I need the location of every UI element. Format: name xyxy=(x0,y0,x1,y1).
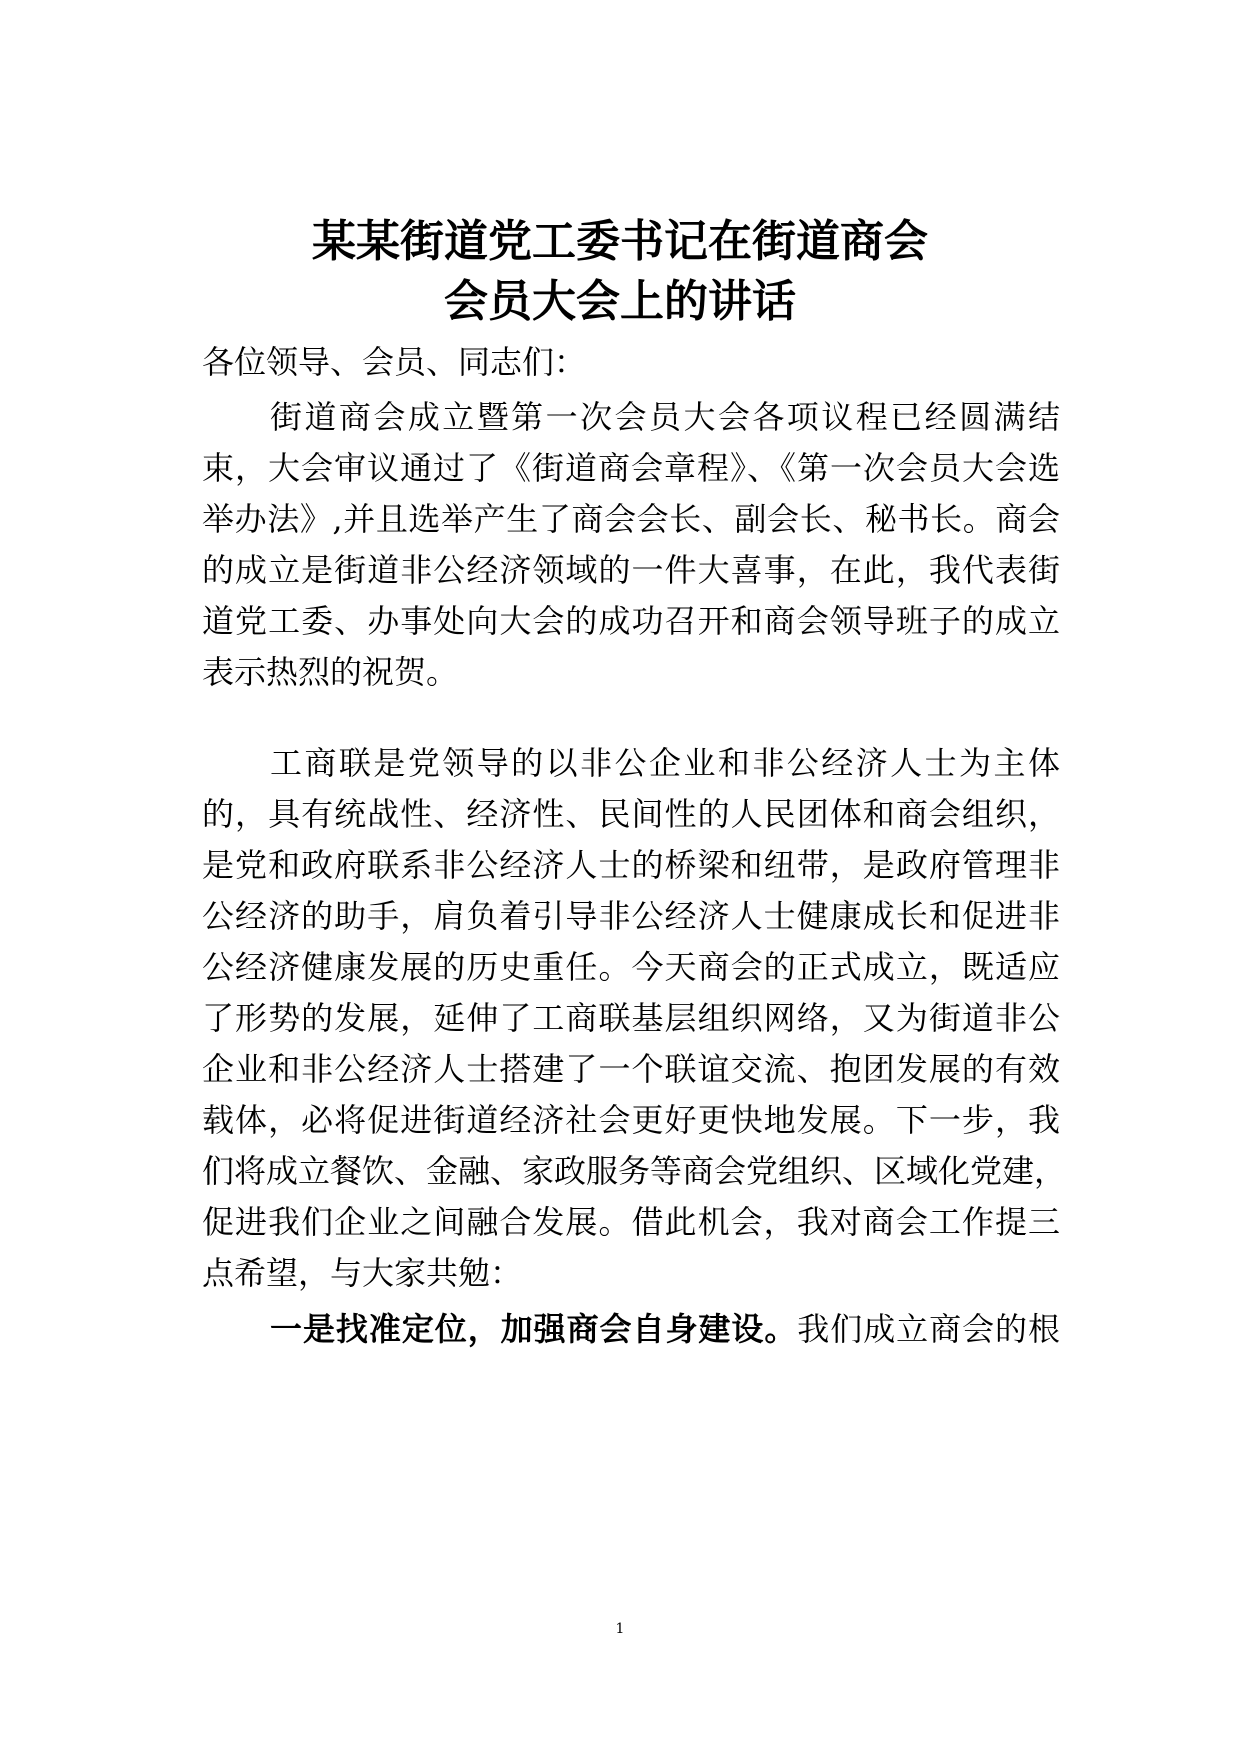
paragraph-2-line: 们将成立餐饮、金融、家政服务等商会党组织、区域化党建， xyxy=(202,1152,1067,1190)
paragraph-3-heading: 一是找准定位，加强商会自身建设。 xyxy=(270,1310,798,1348)
paragraph-2-line: 工商联是党领导的以非公企业和非公经济人士为主体 xyxy=(270,744,1060,782)
paragraph-2-line: 是党和政府联系非公经济人士的桥梁和纽带，是政府管理非 xyxy=(202,846,1060,884)
salutation: 各位领导、会员、同志们： xyxy=(202,343,587,381)
paragraph-2-line: 促进我们企业之间融合发展。借此机会，我对商会工作提三 xyxy=(202,1203,1060,1241)
page-number: 1 xyxy=(615,1621,625,1637)
paragraph-2-line: 载体，必将促进街道经济社会更好更快地发展。下一步，我 xyxy=(202,1101,1060,1139)
document-title-line-2: 会员大会上的讲话 xyxy=(444,276,796,327)
paragraph-1-line: 街道商会成立暨第一次会员大会各项议程已经圆满结 xyxy=(270,398,1060,436)
paragraph-1-line: 举办法》,并且选举产生了商会会长、副会长、秘书长。商会 xyxy=(202,500,1060,538)
paragraph-1-line: 的成立是街道非公经济领域的一件大喜事，在此，我代表街 xyxy=(202,551,1060,589)
paragraph-2-line: 公经济的助手，肩负着引导非公经济人士健康成长和促进非 xyxy=(202,897,1060,935)
paragraph-2-line: 了形势的发展，延伸了工商联基层组织网络，又为街道非公 xyxy=(202,999,1060,1037)
paragraph-3-text: 我们成立商会的根 xyxy=(797,1310,1060,1348)
paragraph-3-line xyxy=(270,1307,1060,1351)
paragraph-2-line: 公经济健康发展的历史重任。今天商会的正式成立，既适应 xyxy=(202,948,1060,986)
paragraph-2-line: 点希望，与大家共勉： xyxy=(202,1254,523,1292)
paragraph-1-line: 束，大会审议通过了《街道商会章程》、《第一次会员大会选 xyxy=(202,449,1060,487)
paragraph-2-line: 企业和非公经济人士搭建了一个联谊交流、抱团发展的有效 xyxy=(202,1050,1060,1088)
paragraph-2-line: 的，具有统战性、经济性、民间性的人民团体和商会组织， xyxy=(202,795,1060,833)
document-title-line-1: 某某街道党工委书记在街道商会 xyxy=(312,216,928,267)
paragraph-1-line: 表示热烈的祝贺。 xyxy=(202,653,459,691)
paragraph-1-line: 道党工委、办事处向大会的成功召开和商会领导班子的成立 xyxy=(202,602,1060,640)
